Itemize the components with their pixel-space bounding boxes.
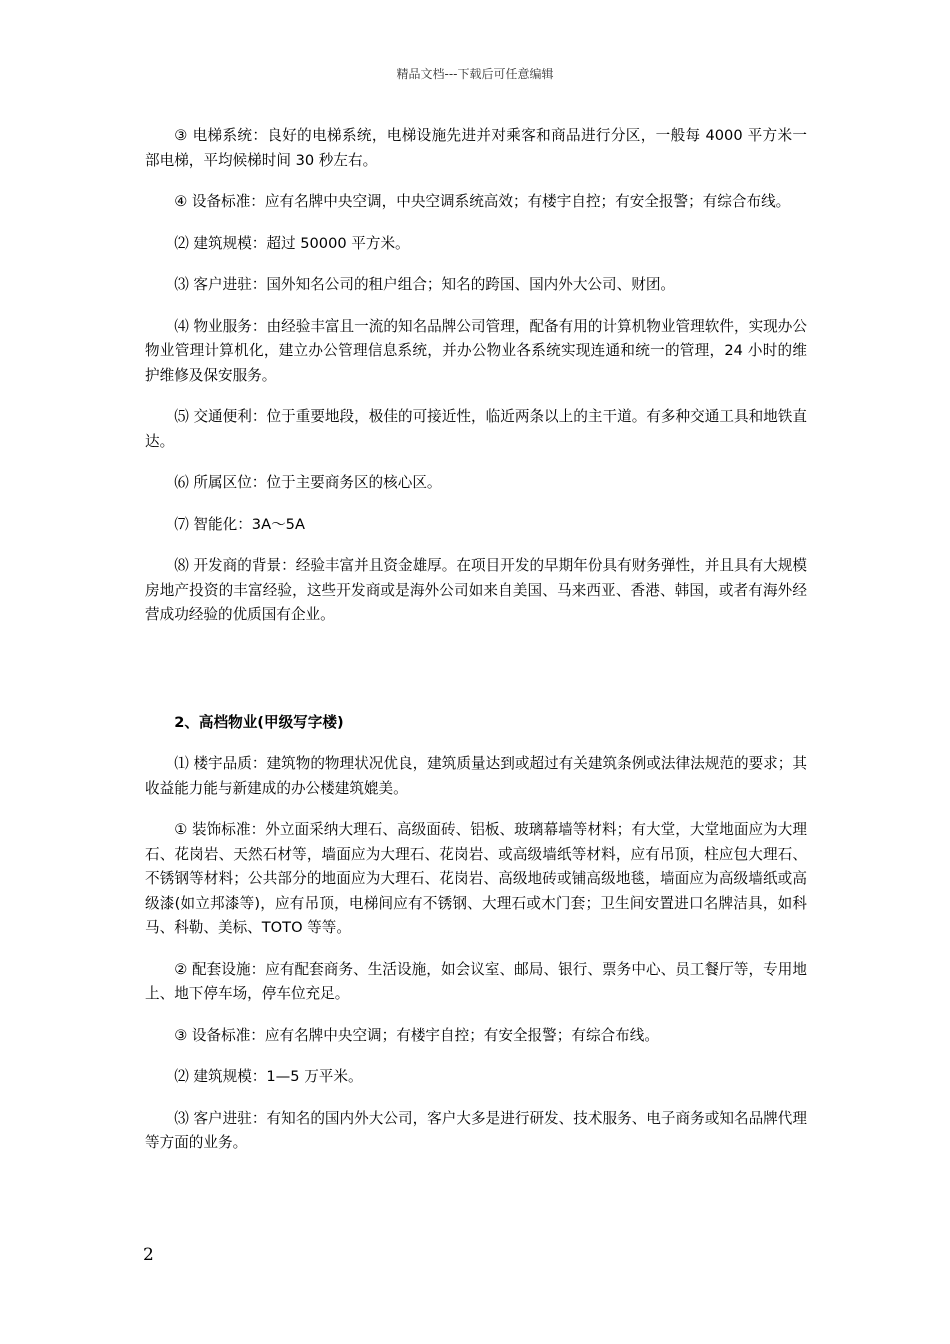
paragraph-elevator-system: ③ 电梯系统：良好的电梯系统，电梯设施先进并对乘客和商品进行分区，一般每 4000 平方米一部电梯，平均候梯时间 30 秒左右。 xyxy=(145,127,807,169)
page-number: 2 xyxy=(143,1245,154,1265)
page-header: 精品文档---下载后可任意编辑 xyxy=(396,67,554,81)
paragraph-equipment-standard: ④ 设备标准：应有名牌中央空调，中央空调系统高效；有楼宇自控；有安全报警；有综合布线。 xyxy=(174,193,791,210)
paragraph-equipment-standard-2: ③ 设备标准：应有名牌中央空调；有楼宇自控；有安全报警；有综合布线。 xyxy=(174,1026,659,1044)
paragraph-decoration-standard: ① 装饰标准：外立面采纳大理石、高级面砖、铝板、玻璃幕墙等材料；有大堂，大堂地面应为大理石、花岗岩、天然石材等，墙面应为大理石、花岗岩、或高级墙纸等材料，应有吊顶，柱应包大理石、不锈钢等材料；公共部分的地面应为大理石、花岗岩、高级地砖或铺高级地毯，墙面应为高级墙纸或高级漆(如立邦漆等)，应有吊顶，电梯间应有不锈钢、大理石或木门套；卫生间安置进口名牌洁具，如科马、科勒、美标、TOTO 等等。 xyxy=(145,821,807,936)
paragraph-facilities: ② 配套设施：应有配套商务、生活设施，如会议室、邮局、银行、票务中心、员工餐厅等，专用地上、地下停车场，停车位充足。 xyxy=(145,960,807,1002)
paragraph-tenants: ⑶ 客户进驻：国外知名公司的租户组合；知名的跨国、国内外大公司、财团。 xyxy=(174,276,676,293)
paragraph-transport: ⑸ 交通便利：位于重要地段，极佳的可接近性，临近两条以上的主干道。有多种交通工具和地铁直达。 xyxy=(145,408,807,450)
paragraph-intelligence: ⑺ 智能化：3A～5A xyxy=(174,515,305,533)
section-gap xyxy=(145,645,807,711)
paragraph-developer: ⑻ 开发商的背景：经验丰富并且资金雄厚。在项目开发的早期年份具有财务弹性，并且具有大规模房地产投资的丰富经验，这些开发商或是海外公司如来自美国、马来西亚、香港、韩国，或者有海外经营成功经验的优质国有企业。 xyxy=(145,557,807,623)
paragraph-building-scale: ⑵ 建筑规模：超过 50000 平方米。 xyxy=(174,234,410,252)
paragraph-location: ⑹ 所属区位：位于主要商务区的核心区。 xyxy=(174,474,442,491)
section-heading: 2、高档物业(甲级写字楼) xyxy=(174,713,344,731)
document-body xyxy=(145,124,807,1173)
paragraph-building-quality: ⑴ 楼宇品质：建筑物的物理状况优良，建筑质量达到或超过有关建筑条例或法律法规范的要求；其收益能力能与新建成的办公楼建筑媲美。 xyxy=(145,755,807,797)
paragraph-tenants-2: ⑶ 客户进驻：有知名的国内外大公司，客户大多是进行研发、技术服务、电子商务或知名品牌代理等方面的业务。 xyxy=(145,1109,807,1151)
paragraph-property-service: ⑷ 物业服务：由经验丰富且一流的知名品牌公司管理，配备有用的计算机物业管理软件，实现办公物业管理计算机化，建立办公管理信息系统，并办公物业各系统实现连通和统一的管理，24 小时的维护维修及保安服务。 xyxy=(145,317,807,384)
paragraph-building-scale-2: ⑵ 建筑规模：1—5 万平米。 xyxy=(174,1068,363,1085)
